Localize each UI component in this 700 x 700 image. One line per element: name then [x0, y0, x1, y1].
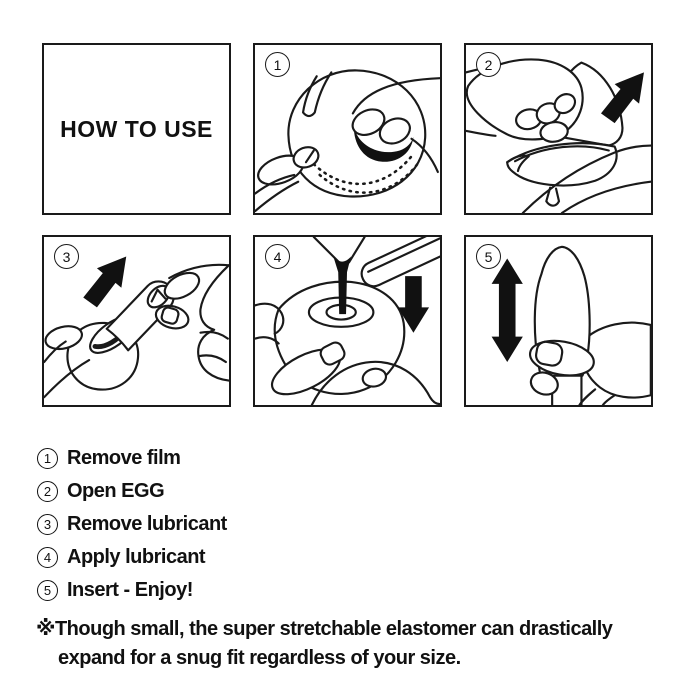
title-panel: [42, 43, 231, 215]
list-item: [37, 574, 227, 607]
step-number: 3: [62, 248, 71, 265]
step-number: 5: [484, 248, 493, 265]
step-number-badge: [54, 244, 79, 269]
footnote-text: expand for a snug fit regardless of your size.: [58, 647, 461, 669]
step-label: Remove lubricant: [67, 513, 227, 535]
list-item: [37, 508, 227, 541]
step-number-badge: [265, 52, 290, 77]
arrow-up-right-icon: [83, 257, 126, 308]
panel-open-egg: [464, 43, 653, 215]
step-number-circle: [37, 547, 58, 568]
step-number-circle: [37, 514, 58, 535]
arrow-up-down-icon: [492, 258, 523, 362]
footnote-line-2: [36, 644, 612, 673]
step-number-badge: [476, 52, 501, 77]
tube-flat-end: [358, 237, 440, 290]
list-item: [37, 541, 227, 574]
thumb-nail: [161, 306, 180, 324]
step-label: Insert - Enjoy!: [67, 579, 193, 601]
list-item: [37, 442, 227, 475]
footnote: [36, 615, 612, 673]
step-number-circle: [37, 580, 58, 601]
footnote-line-1: [36, 615, 612, 644]
footnote-text: Though small, the super stretchable elastomer can drastically: [54, 618, 613, 640]
step-label: Remove film: [67, 447, 181, 469]
step-number: 4: [273, 248, 282, 265]
step-label: Apply lubricant: [67, 546, 206, 568]
page-title: HOW TO USE: [60, 115, 213, 142]
step-number-circle: [37, 448, 58, 469]
step-number-circle: [37, 481, 58, 502]
thumb-nail: [535, 340, 564, 367]
panel-remove-lubricant: [42, 235, 231, 407]
panel-insert: [464, 235, 653, 407]
step-number: 3: [43, 517, 52, 532]
step-number: 2: [43, 484, 52, 499]
tube-neck: [314, 237, 365, 262]
step-number: 4: [43, 550, 52, 565]
step-number: 1: [273, 56, 282, 73]
step-number: 5: [43, 583, 52, 598]
step-number: 2: [484, 56, 493, 73]
list-item: [37, 475, 227, 508]
egg-bottom-rim: [507, 143, 616, 185]
step-number-badge: [476, 244, 501, 269]
reference-mark: ※: [36, 618, 55, 640]
palm-edge: [198, 265, 229, 380]
step-number-badge: [265, 244, 290, 269]
panel-remove-film: [253, 43, 442, 215]
step-number: 1: [43, 451, 52, 466]
panel-apply-lubricant: [253, 235, 442, 407]
instructions-list: [37, 442, 227, 607]
step-label: Open EGG: [67, 480, 165, 502]
